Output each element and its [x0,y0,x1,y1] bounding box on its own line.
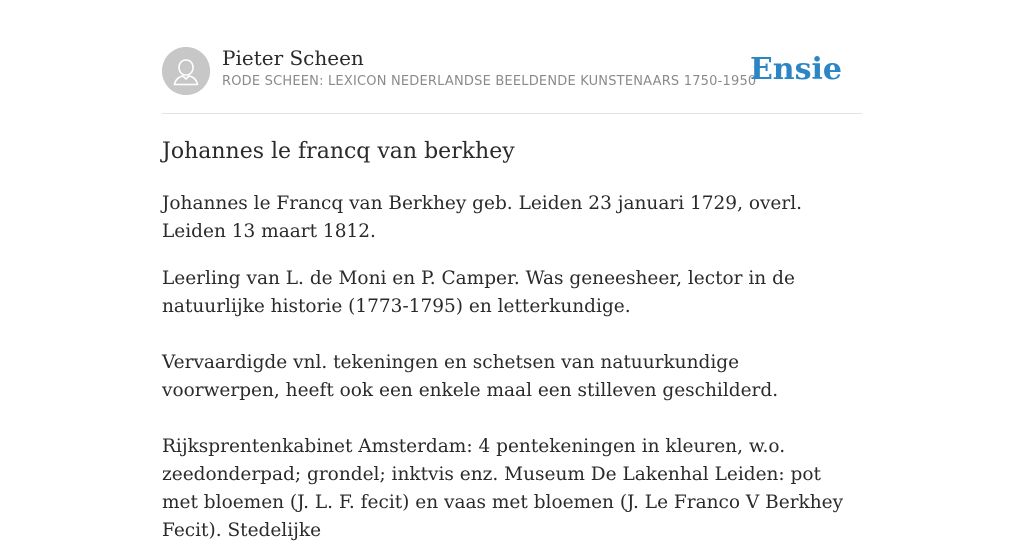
header-divider [162,113,862,114]
author-name[interactable]: Pieter Scheen [222,46,364,70]
entry-header [162,46,862,96]
entry-paragraph: Vervaardigde vnl. tekeningen en schetsen van natuurkundige voorwerpen, heeft ook een enkele maal een stilleven geschilderd. [162,352,779,401]
source-label[interactable]: RODE SCHEEN: LEXICON NEDERLANDSE BEELDENDE KUNSTENAARS 1750-1950 [222,74,757,89]
entry-title: Johannes le francq van berkhey [162,139,515,164]
entry-paragraph: Johannes le Francq van Berkhey geb. Leiden 23 januari 1729, overl. Leiden 13 maart 1812. [162,193,803,242]
entry-paragraph: Leerling van L. de Moni en P. Camper. Was geneesheer, lector in de natuurlijke historie (1773-1795) en letterkundige. [162,268,795,317]
ensie-logo[interactable]: Ensie [749,52,842,87]
author-avatar[interactable] [162,47,210,95]
entry-paragraph: Rijksprentenkabinet Amsterdam: 4 pentekeningen in kleuren, w.o. zeedonderpad; grondel; inktvis enz. Museum De Lakenhal Leiden: pot met bloemen (J. L. F. fecit) en vaas met bloemen (J. Le Franco V Berkhey Fecit). Stedelijke [162,436,844,541]
user-avatar-icon [162,47,210,95]
